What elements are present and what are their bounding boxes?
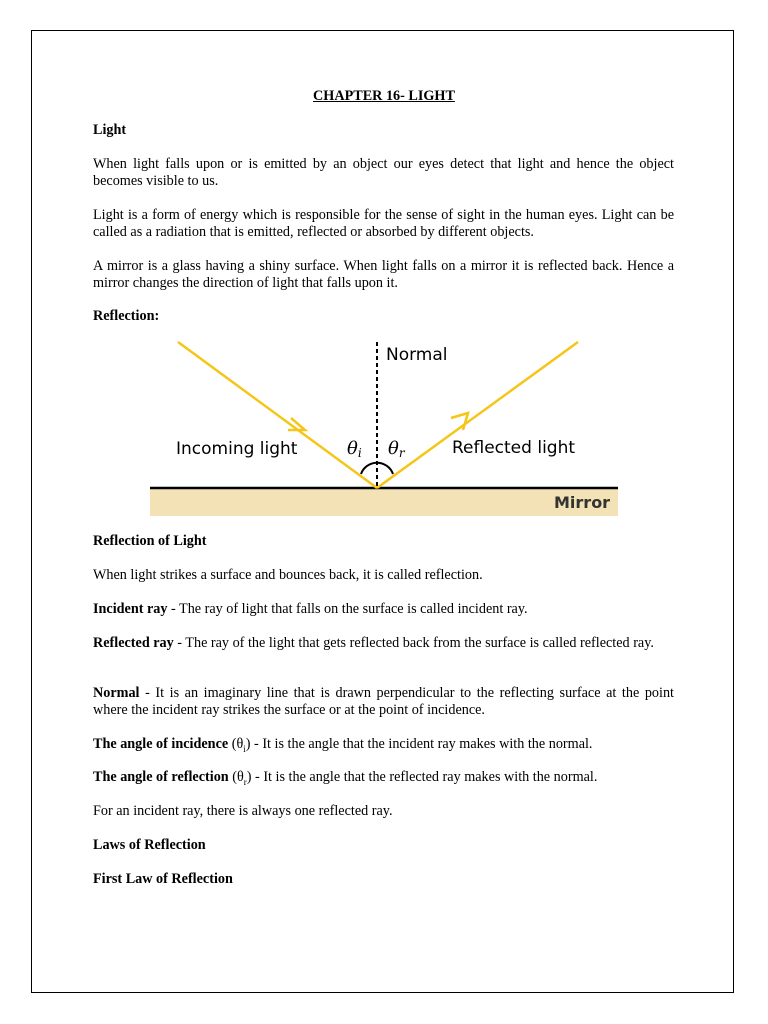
heading-reflection-of-light: Reflection of Light — [93, 533, 207, 549]
term-desc: - It is the angle that the reflected ray makes with the normal. — [251, 769, 598, 785]
paragraph-reflection-definition: When light strikes a surface and bounces back, it is called reflection. — [93, 567, 483, 583]
paragraph-mirror: A mirror is a glass having a shiny surface. When light falls on a mirror it is reflected back. Hence a mirror changes the direction of light that falls upon it. — [93, 258, 674, 291]
mirror-label: Mirror — [554, 493, 611, 512]
theta-r-label: θr — [388, 438, 405, 460]
reflection-diagram — [150, 338, 618, 516]
angle-of-incidence: The angle of incidence $(\theta_i)$ - It is the angle that the incident ray makes with the normal. — [93, 736, 593, 754]
term-desc: - The ray of light that falls on the surface is called incident ray. — [167, 601, 528, 617]
heading-first-law: First Law of Reflection — [93, 871, 233, 887]
paragraph-closing: For an incident ray, there is always one reflected ray. — [93, 803, 393, 819]
term-label: Reflected ray — [93, 635, 174, 651]
theta-symbol: θ — [236, 769, 244, 785]
theta-subscript: r — [243, 776, 247, 787]
term-desc: - It is an imaginary line that is drawn perpendicular to the reflecting surface at the point where the incident ray strikes the surface or at the point of incidence. — [93, 685, 674, 718]
term-label: Incident ray — [93, 601, 168, 617]
chapter-title: CHAPTER 16- LIGHT — [313, 88, 455, 104]
heading-laws-of-reflection: Laws of Reflection — [93, 837, 206, 853]
term-incident-ray — [93, 601, 674, 618]
heading-light: Light — [93, 122, 127, 138]
term-desc: - The ray of the light that gets reflected back from the surface is called reflected ray. — [173, 635, 654, 651]
term-label: The angle of reflection — [93, 769, 229, 785]
incoming-light-label: Incoming light — [176, 439, 298, 459]
heading-reflection: Reflection: — [93, 308, 160, 324]
term-normal — [93, 685, 674, 719]
term-label: Normal — [93, 685, 140, 701]
term-reflected-ray — [93, 635, 674, 652]
paragraph-light-energy: Light is a form of energy which is responsible for the sense of sight in the human eyes. Light can be called as a radiation that is emitted, reflected or absorbed by different objects. — [93, 207, 674, 240]
mirror-surface — [150, 488, 618, 516]
theta-i-label: θi — [347, 438, 362, 460]
term-desc: - It is the angle that the incident ray makes with the normal. — [250, 736, 593, 752]
incoming-ray — [178, 342, 377, 488]
normal-label: Normal — [386, 345, 448, 365]
angle-of-reflection: The angle of reflection $(\theta_r)$ - It is the angle that the reflected ray makes with the normal. — [93, 769, 598, 787]
term-label: The angle of incidence — [93, 736, 229, 752]
theta-symbol: θ — [236, 736, 244, 752]
reflected-light-label: Reflected light — [452, 438, 576, 458]
theta-subscript: i — [243, 743, 246, 754]
paragraph-light-detect: When light falls upon or is emitted by an object our eyes detect that light and hence the object becomes visible to us. — [93, 156, 674, 189]
